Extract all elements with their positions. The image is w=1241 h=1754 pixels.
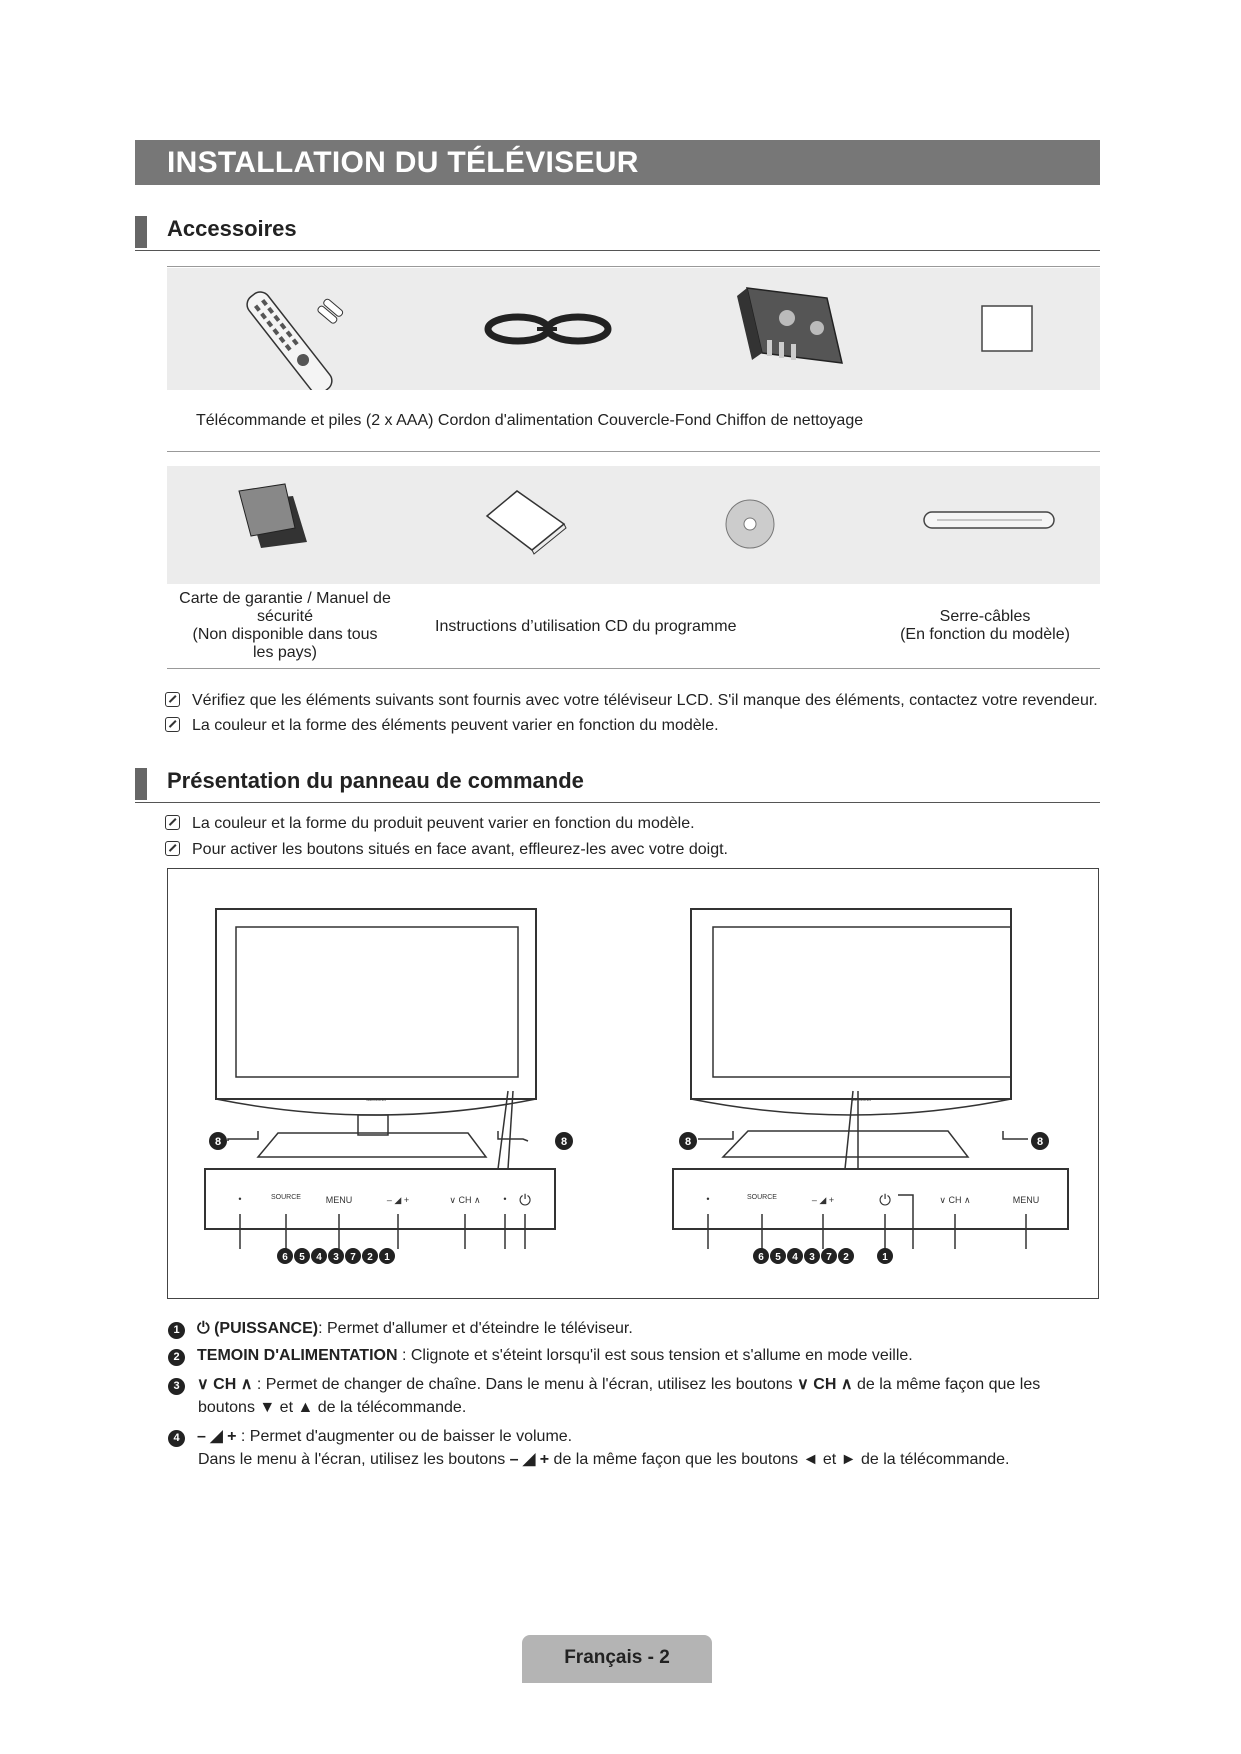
note-item — [165, 841, 728, 859]
right-number-callouts — [753, 1248, 893, 1264]
cover-bottom-icon — [737, 288, 842, 363]
svg-text:8: 8 — [560, 1136, 568, 1148]
legend-text: : Permet d'augmenter ou de baisser le volume. — [236, 1428, 573, 1445]
svg-text:5: 5 — [775, 1252, 781, 1263]
left-btn-dot: • — [238, 1194, 242, 1204]
left-btn-volume: – ◢ + — [386, 1195, 410, 1205]
note-icon — [165, 841, 180, 856]
right-btn-power: ⏻ — [879, 1192, 891, 1209]
svg-text:3: 3 — [809, 1252, 815, 1263]
left-btn-menu: MENU — [325, 1195, 353, 1205]
tv-brand-right: SAMSUNG — [850, 1097, 872, 1102]
accessories-row1-illustrations — [167, 268, 1100, 390]
callout-8-left-b — [555, 1132, 573, 1150]
left-btn-power: ⏻ — [519, 1192, 531, 1209]
legend-text: : Permet d'allumer et d'éteindre le téléviseur. — [318, 1320, 633, 1337]
legend-text — [168, 1448, 1098, 1471]
legend-number: 4 — [168, 1430, 185, 1447]
warranty-card-icon — [239, 484, 307, 548]
left-btn-dot2: • — [503, 1194, 507, 1204]
accessories-row2-illustrations — [167, 466, 1100, 584]
section-title: Présentation du panneau de commande — [167, 768, 584, 793]
svg-text:1: 1 — [384, 1252, 390, 1263]
cable-tie-icon — [924, 512, 1054, 528]
svg-text:3: 3 — [333, 1252, 339, 1263]
legend-label: ∨ CH ∧ — [797, 1376, 853, 1393]
legend-label: – ◢ + — [197, 1428, 237, 1445]
legend-number: 3 — [168, 1378, 185, 1395]
legend-label: – ◢ + — [509, 1451, 550, 1468]
svg-text:8: 8 — [1036, 1136, 1044, 1148]
section-title: Accessoires — [167, 216, 297, 241]
legend-label: ∨ CH ∧ — [197, 1376, 253, 1393]
legend-item-power — [168, 1317, 633, 1340]
divider — [167, 668, 1100, 669]
callout-8-left-a — [209, 1132, 227, 1150]
note-text: La couleur et la forme des éléments peuvent varier en fonction du modèle. — [192, 717, 719, 734]
divider — [167, 266, 1100, 267]
note-text: Pour activer les boutons situés en face avant, effleurez-les avec votre doigt. — [192, 841, 728, 858]
right-btn-source: SOURCE — [747, 1194, 777, 1201]
legend-text: : Clignote et s'éteint lorsqu'il est sous tension et s'allume en mode veille. — [397, 1347, 913, 1364]
cd-icon — [726, 500, 774, 548]
power-cord-icon — [488, 317, 608, 341]
callout-8-right-b — [1031, 1132, 1049, 1150]
legend-label: TEMOIN D'ALIMENTATION — [197, 1347, 398, 1364]
legend-text: de la même façon que les — [852, 1376, 1041, 1393]
cleaning-cloth-icon — [982, 306, 1032, 351]
cable-tie-caption — [885, 608, 1085, 644]
warranty-caption — [167, 590, 403, 662]
note-icon — [165, 692, 180, 707]
right-btn-menu: MENU — [1012, 1195, 1040, 1205]
control-panel-diagram — [167, 868, 1099, 1299]
svg-text:7: 7 — [826, 1252, 832, 1263]
user-manual-icon — [487, 491, 566, 554]
accessories-row2-panel — [167, 466, 1100, 584]
right-button-strip — [673, 1169, 1068, 1229]
note-item — [165, 717, 719, 735]
left-btn-channel: ∨ CH ∧ — [449, 1195, 481, 1205]
legend-item-volume — [168, 1425, 1098, 1471]
caption-line: sécurité — [256, 608, 314, 625]
svg-text:1: 1 — [882, 1252, 888, 1263]
section-marker — [135, 768, 147, 800]
svg-text:2: 2 — [843, 1252, 849, 1263]
note-text: La couleur et la forme du produit peuvent varier en fonction du modèle. — [192, 815, 695, 832]
accessories-row1-caption: Télécommande et piles (2 x AAA) Cordon d'alimentation Couvercle-Fond Chiffon de nettoyage — [196, 412, 864, 429]
caption-line: (Non disponible dans tous — [192, 626, 378, 643]
section-accessories-heading — [135, 214, 1100, 251]
batteries-icon — [317, 298, 344, 324]
tv-right-illustration — [691, 909, 1011, 1157]
svg-text:4: 4 — [316, 1252, 322, 1263]
svg-text:8: 8 — [684, 1136, 692, 1148]
note-item — [165, 815, 695, 833]
legend-text: : Permet de changer de chaîne. Dans le menu à l'écran, utilisez les boutons — [252, 1376, 793, 1393]
right-btn-dot: • — [706, 1194, 710, 1204]
svg-text:5: 5 — [299, 1252, 305, 1263]
right-btn-channel: ∨ CH ∧ — [939, 1195, 971, 1205]
note-item — [165, 692, 1098, 710]
svg-text:2: 2 — [367, 1252, 373, 1263]
note-icon — [165, 717, 180, 732]
page-number-tab: Français - 2 — [522, 1635, 712, 1683]
manual-cd-caption: Instructions d’utilisation CD du programme — [435, 618, 737, 635]
right-btn-volume: – ◢ + — [811, 1195, 835, 1205]
svg-text:7: 7 — [350, 1252, 356, 1263]
section-marker — [135, 216, 147, 248]
legend-text: boutons ▼ et ▲ de la télécommande. — [198, 1399, 467, 1416]
legend-item-channel — [168, 1373, 1098, 1419]
caption-line: Carte de garantie / Manuel de — [179, 590, 391, 607]
svg-text:4: 4 — [792, 1252, 798, 1263]
left-number-callouts — [277, 1248, 395, 1264]
svg-text:8: 8 — [214, 1136, 222, 1148]
section-panel-heading — [135, 766, 1100, 803]
legend-number: 2 — [168, 1349, 185, 1366]
svg-text:6: 6 — [282, 1252, 288, 1263]
page-title: INSTALLATION DU TÉLÉVISEUR — [135, 140, 1100, 185]
accessories-row1-panel — [167, 268, 1100, 390]
legend-label: ⏻ (PUISSANCE) — [197, 1320, 319, 1337]
caption-line: (En fonction du modèle) — [900, 626, 1070, 643]
legend-text: Dans le menu à l'écran, utilisez les boutons — [198, 1451, 510, 1468]
tv-left-illustration — [216, 909, 536, 1157]
tv-brand-left: SAMSUNG — [365, 1097, 387, 1102]
control-panel-svg — [168, 869, 1098, 1298]
legend-text: de la même façon que les boutons ◄ et ► de la télécommande. — [549, 1451, 1010, 1468]
legend-number: 1 — [168, 1322, 185, 1339]
caption-line: Serre-câbles — [939, 608, 1031, 625]
callout-8-right-a — [679, 1132, 697, 1150]
caption-line: les pays) — [252, 644, 318, 661]
note-icon — [165, 815, 180, 830]
svg-text:6: 6 — [758, 1252, 764, 1263]
remote-control-icon — [243, 288, 336, 390]
legend-item-indicator — [168, 1344, 913, 1367]
left-btn-source: SOURCE — [271, 1194, 301, 1201]
note-text: Vérifiez que les éléments suivants sont fournis avec votre téléviseur LCD. S'il manque des éléments, contactez votre revendeur. — [192, 692, 1098, 709]
divider — [167, 451, 1100, 452]
